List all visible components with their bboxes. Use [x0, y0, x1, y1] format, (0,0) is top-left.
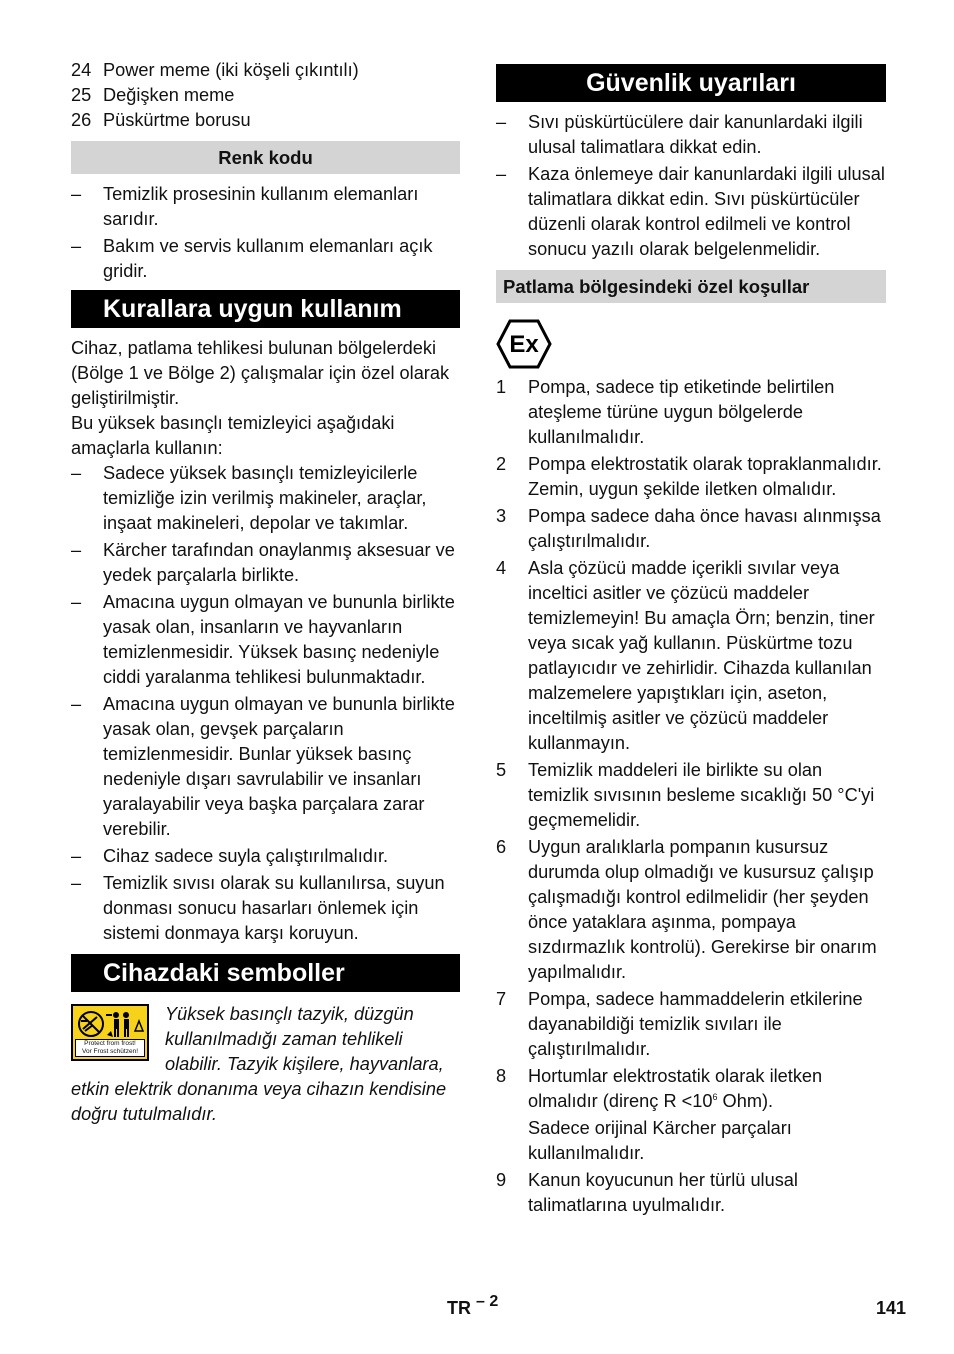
no-spray-icon: [73, 1007, 147, 1043]
ex-symbol: [496, 319, 886, 367]
semboller-heading: Cihazdaki semboller: [71, 954, 460, 992]
kurallar-intro-2: Bu yüksek basınçlı temizleyici aşağıdaki amaçlarla kullanın:: [71, 413, 395, 458]
symbol-block: [71, 1002, 460, 1127]
list-item: [71, 461, 460, 536]
footer-dash-page: – 2: [476, 1293, 499, 1310]
kurallar-intro-1: Cihaz, patlama tehlikesi bulunan bölgelerdeki (Bölge 1 ve Bölge 2) çalışmalar için özel olarak geliştirilmiştir.: [71, 338, 450, 408]
list-item: [71, 871, 460, 946]
renk-kodu-list: [71, 182, 460, 284]
item-text: Asla çözücü madde içerikli sıvılar veya inceltici asitler ve çözücü maddeler temizlemeyin! Bu amaçla Örn; benzin, tiner veya sıcak yağ kullanın. Püskürtme tozu patlayıcıdır ve zehirlidir. Cihazda kullanılan malzemelere yapıştıkları için, aseton, inceltilmiş asitler ve çözücü maddeler kullanmayın.: [528, 558, 875, 753]
parts-list-item: [71, 108, 460, 133]
dash-bullet: –: [71, 873, 82, 893]
item-text: Kaza önlemeye dair kanunlardaki ilgili ulusal talimatlara dikkat edin. Sıvı püskürtücüler düzenli olarak kontrol edilmeli ve kontrol sonucu yazılı olarak belgelenmelidir.: [528, 164, 885, 259]
footer-page-number: 141: [876, 1298, 907, 1318]
item-number: 2: [496, 454, 507, 474]
item8-extra: Sadece orijinal Kärcher parçaları kullanılmalıdır.: [528, 1118, 792, 1163]
item-text: Temizlik prosesinin kullanım elemanları sarıdır.: [103, 184, 419, 229]
item-text: Temizlik maddeleri ile birlikte su olan temizlik sıvısının besleme sıcaklığı 50 °C'yi geçmemelidir.: [528, 760, 875, 830]
item8-text-post: Ohm).: [717, 1091, 774, 1111]
item-text: Amacına uygun olmayan ve bununla birlikte yasak olan, gevşek parçaların temizlenmesidir. Bunlar yüksek basınç nedeniyle dışarı savrulabilir ve insanları yaralayabilir veya başka parçalara zarar verebilir.: [103, 694, 455, 839]
part-label: Değişken meme: [103, 85, 235, 105]
list-item: [496, 758, 886, 833]
item-number: 3: [496, 506, 507, 526]
list-item: [496, 375, 886, 450]
item-text: [528, 1064, 886, 1166]
high-pressure-warning-label: [71, 1004, 149, 1061]
frost-label-line-1: Protect from frost!: [84, 1040, 136, 1047]
list-item: [496, 110, 886, 160]
patlama-list-tail: [496, 1064, 886, 1218]
dash-bullet: –: [71, 463, 82, 483]
dash-bullet: –: [71, 592, 82, 612]
part-number: 26: [71, 110, 92, 130]
item-text: Pompa sadece daha önce havası alınmışsa çalıştırılmalıdır.: [528, 506, 881, 551]
item-text: Kärcher tarafından onaylanmış aksesuar ve yedek parçalarla birlikte.: [103, 540, 455, 585]
item-text: Pompa elektrostatik olarak topraklanmalıdır. Zemin, uygun şekilde iletken olmalıdır.: [528, 454, 882, 499]
guvenlik-heading: Güvenlik uyarıları: [496, 64, 886, 102]
item-number: 6: [496, 837, 507, 857]
item-text: Uygun aralıklarla pompanın kusursuz durumda olup olmadığı ve kusursuz çalışıp çalışmadığı kontrol edilmelidir (her şeyden önce yataklara aşınma, pompaya sızdırmazlık kontrolü). Gerekirse bir onarım yapılmalıdır.: [528, 837, 877, 982]
item-text: Kanun koyucunun her türlü ulusal talimatlarına uyulmalıdır.: [528, 1170, 798, 1215]
item-text: Temizlik sıvısı olarak su kullanılırsa, suyun donması sonucu hasarları önlemek için sistemi donmaya karşı koruyun.: [103, 873, 445, 943]
item-text: Sadece yüksek basınçlı temizleyicilerle temizliğe izin verilmiş makineler, araçlar, inşaat makineleri, depolar ve takımlar.: [103, 463, 427, 533]
list-item: [71, 182, 460, 232]
list-item: [71, 692, 460, 842]
frost-label-line-2: Vor Frost schützen!: [82, 1048, 138, 1055]
list-item: [71, 538, 460, 588]
list-item: [496, 504, 886, 554]
right-column: [496, 64, 886, 1220]
kurallar-list: [71, 461, 460, 946]
dash-bullet: –: [496, 112, 507, 132]
parts-list-item: [71, 58, 460, 83]
dash-bullet: –: [496, 164, 507, 184]
list-item: [71, 590, 460, 690]
item-text: Bakım ve servis kullanım elemanları açık gridir.: [103, 236, 433, 281]
item-number: 5: [496, 760, 507, 780]
symbol-description: Yüksek basınçlı tazyik, düzgün kullanılmadığı zaman tehlikeli olabilir. Tazyik kişilere, hayvanlara, etkin elektrik donanıma veya cihazın kendisine doğru tutulmalıdır.: [71, 1004, 447, 1124]
ex-symbol-text: Ex: [509, 331, 539, 358]
item-number: 4: [496, 558, 507, 578]
explosion-protection-icon: [496, 319, 552, 369]
part-label: Püskürtme borusu: [103, 110, 251, 130]
part-number: 24: [71, 60, 92, 80]
part-number: 25: [71, 85, 92, 105]
part-label: Power meme (iki köşeli çıkıntılı): [103, 60, 359, 80]
dash-bullet: –: [71, 694, 82, 714]
renk-kodu-heading: Renk kodu: [71, 141, 460, 174]
dash-bullet: –: [71, 540, 82, 560]
item-text: Cihaz sadece suyla çalıştırılmalıdır.: [103, 846, 389, 866]
item-number: 1: [496, 377, 507, 397]
item-text: Sıvı püskürtücülere dair kanunlardaki ilgili ulusal talimatlara dikkat edin.: [528, 112, 863, 157]
list-item: [71, 844, 460, 869]
list-item: [71, 234, 460, 284]
patlama-list: [496, 375, 886, 1062]
item8-superscript: 6: [712, 1091, 718, 1102]
parts-list-item: [71, 83, 460, 108]
item-text: Pompa, sadece tip etiketinde belirtilen ateşleme türüne uygun bölgelerde kullanılmalıdır.: [528, 377, 835, 447]
list-item: [496, 987, 886, 1062]
list-item: [496, 162, 886, 262]
list-item: [496, 452, 886, 502]
list-item: [496, 1064, 886, 1166]
item-number: 9: [496, 1170, 507, 1190]
list-item: [496, 1168, 886, 1218]
patlama-heading: Patlama bölgesindeki özel koşullar: [496, 270, 886, 303]
dash-bullet: –: [71, 236, 82, 256]
kurallar-heading: Kurallara uygun kullanım: [71, 290, 460, 328]
item-number: 7: [496, 989, 507, 1009]
list-item: [496, 835, 886, 985]
frost-label: [75, 1039, 145, 1057]
dash-bullet: –: [71, 846, 82, 866]
parts-list: [71, 58, 460, 133]
footer-lang: [447, 1293, 499, 1319]
item8-text-pre: Hortumlar elektrostatik olarak iletken olmalıdır (direnç R <10: [528, 1066, 823, 1111]
dash-bullet: –: [71, 184, 82, 204]
left-column: [71, 58, 460, 1127]
item-text: Amacına uygun olmayan ve bununla birlikte yasak olan, insanların ve hayvanların temizlenmesidir. Yüksek basınç nedeniyle ciddi yaralanma tehlikesi bulunmaktadır.: [103, 592, 455, 687]
footer-lang-text: TR: [447, 1298, 471, 1318]
item-number: 8: [496, 1066, 507, 1086]
item-text: Pompa, sadece hammaddelerin etkilerine dayanabildiği temizlik sıvıları ile çalıştırılmalıdır.: [528, 989, 863, 1059]
guvenlik-list: [496, 110, 886, 262]
list-item: [496, 556, 886, 756]
